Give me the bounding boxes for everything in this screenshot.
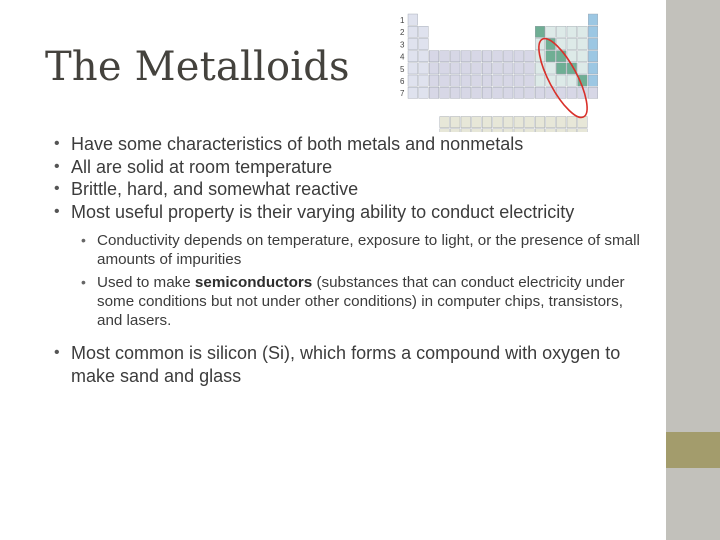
element-cell bbox=[535, 129, 545, 132]
element-cell bbox=[525, 63, 535, 74]
element-cell bbox=[461, 75, 471, 86]
element-cell bbox=[450, 75, 460, 86]
sidebar-decoration bbox=[666, 0, 720, 540]
element-cell bbox=[429, 63, 439, 74]
element-cell bbox=[535, 87, 545, 98]
element-cell bbox=[482, 116, 492, 127]
element-cell bbox=[578, 38, 588, 49]
bullet-item: • Have some characteristics of both metals and nonmetals bbox=[48, 133, 648, 156]
element-cell bbox=[588, 87, 598, 98]
element-cell bbox=[408, 38, 418, 49]
element-cell bbox=[535, 116, 545, 127]
element-cell bbox=[419, 63, 429, 74]
element-cell bbox=[578, 51, 588, 62]
sub-bullet-text: Used to make bbox=[97, 274, 195, 291]
element-cell bbox=[493, 51, 503, 62]
sub-bullet-item: • Conductivity depends on temperature, exposure to light, or the presence of small amounts of impurities bbox=[75, 231, 648, 269]
element-cell bbox=[514, 51, 524, 62]
bullet-list bbox=[48, 133, 648, 387]
element-cell bbox=[514, 87, 524, 98]
element-cell bbox=[429, 51, 439, 62]
period-number: 2 bbox=[400, 28, 405, 38]
sidebar-band-accent bbox=[666, 432, 720, 468]
element-cell bbox=[450, 51, 460, 62]
bullet-item: • Most common is silicon (Si), which forms a compound with oxygen to make sand and glass bbox=[48, 342, 648, 387]
element-cell bbox=[503, 75, 513, 86]
element-cell bbox=[472, 87, 482, 98]
element-cell bbox=[525, 75, 535, 86]
element-cell bbox=[419, 87, 429, 98]
element-cell bbox=[503, 116, 513, 127]
sub-bullet-item bbox=[75, 273, 648, 330]
element-cell bbox=[472, 116, 482, 127]
element-cell bbox=[567, 26, 577, 37]
sidebar-band-bottom bbox=[666, 468, 720, 540]
period-number: 7 bbox=[400, 89, 405, 99]
element-cell bbox=[482, 51, 492, 62]
element-cell bbox=[408, 63, 418, 74]
element-cell bbox=[525, 129, 535, 132]
element-cell bbox=[440, 87, 450, 98]
element-cell bbox=[482, 75, 492, 86]
element-cell bbox=[493, 75, 503, 86]
element-cell bbox=[408, 14, 418, 25]
element-cell bbox=[535, 75, 545, 86]
element-cell bbox=[588, 51, 598, 62]
element-cell bbox=[429, 75, 439, 86]
element-cell bbox=[493, 129, 503, 132]
element-cell bbox=[450, 116, 460, 127]
element-cell bbox=[546, 26, 556, 37]
element-cell bbox=[472, 75, 482, 86]
element-cell bbox=[482, 63, 492, 74]
element-cell bbox=[556, 75, 566, 86]
bullet-item bbox=[48, 201, 648, 331]
element-cell bbox=[419, 26, 429, 37]
element-cell bbox=[556, 129, 566, 132]
element-cell bbox=[461, 63, 471, 74]
element-cell bbox=[588, 26, 598, 37]
element-cell bbox=[556, 26, 566, 37]
element-cell bbox=[450, 63, 460, 74]
element-cell bbox=[525, 51, 535, 62]
sub-bullet-list bbox=[71, 231, 648, 330]
element-cell bbox=[450, 87, 460, 98]
element-cell bbox=[429, 87, 439, 98]
period-numbers bbox=[400, 16, 405, 98]
element-cell bbox=[419, 75, 429, 86]
element-cell bbox=[493, 87, 503, 98]
element-cell bbox=[440, 51, 450, 62]
element-cell bbox=[578, 63, 588, 74]
bullet-item: • Brittle, hard, and somewhat reactive bbox=[48, 178, 648, 201]
periodic-table-cells bbox=[408, 14, 598, 132]
element-cell bbox=[556, 51, 566, 62]
element-cell bbox=[408, 87, 418, 98]
element-cell bbox=[556, 38, 566, 49]
slide-title: The Metalloids bbox=[45, 44, 350, 90]
element-cell bbox=[567, 75, 577, 86]
element-cell bbox=[567, 116, 577, 127]
period-number: 1 bbox=[400, 16, 405, 25]
element-cell bbox=[588, 14, 598, 25]
element-cell bbox=[556, 63, 566, 74]
element-cell bbox=[546, 63, 556, 74]
period-number: 4 bbox=[400, 52, 405, 62]
element-cell bbox=[567, 87, 577, 98]
element-cell bbox=[556, 116, 566, 127]
element-cell bbox=[525, 116, 535, 127]
element-cell bbox=[472, 51, 482, 62]
element-cell bbox=[588, 38, 598, 49]
element-cell bbox=[408, 51, 418, 62]
element-cell bbox=[461, 87, 471, 98]
element-cell bbox=[419, 38, 429, 49]
element-cell bbox=[440, 129, 450, 132]
element-cell bbox=[546, 116, 556, 127]
element-cell bbox=[461, 51, 471, 62]
element-cell bbox=[514, 63, 524, 74]
bullet-item: • All are solid at room temperature bbox=[48, 156, 648, 179]
element-cell bbox=[408, 26, 418, 37]
element-cell bbox=[450, 129, 460, 132]
sub-bullet-text: (substances that can conduct electricity under some conditions but not under other conditions) in computer chips, transistors, and lasers. bbox=[97, 274, 625, 329]
emphasis-term: semiconductors bbox=[194, 274, 313, 291]
element-cell bbox=[440, 75, 450, 86]
element-cell bbox=[408, 75, 418, 86]
element-cell bbox=[514, 129, 524, 132]
element-cell bbox=[493, 116, 503, 127]
element-cell bbox=[514, 75, 524, 86]
element-cell bbox=[503, 129, 513, 132]
period-number: 6 bbox=[400, 77, 405, 86]
element-cell bbox=[514, 116, 524, 127]
element-cell bbox=[546, 87, 556, 98]
element-cell bbox=[440, 63, 450, 74]
element-cell bbox=[461, 116, 471, 127]
element-cell bbox=[482, 129, 492, 132]
element-cell bbox=[440, 116, 450, 127]
element-cell bbox=[567, 129, 577, 132]
periodic-table-image bbox=[392, 8, 614, 132]
element-cell bbox=[493, 63, 503, 74]
element-cell bbox=[588, 63, 598, 74]
sidebar-band-top bbox=[666, 0, 720, 432]
element-cell bbox=[525, 87, 535, 98]
element-cell bbox=[461, 129, 471, 132]
element-cell bbox=[472, 129, 482, 132]
element-cell bbox=[567, 38, 577, 49]
element-cell bbox=[546, 129, 556, 132]
element-cell bbox=[578, 116, 588, 127]
period-number: 3 bbox=[400, 40, 405, 50]
element-cell bbox=[578, 26, 588, 37]
element-cell bbox=[535, 26, 545, 37]
element-cell bbox=[503, 87, 513, 98]
element-cell bbox=[588, 75, 598, 86]
element-cell bbox=[482, 87, 492, 98]
element-cell bbox=[472, 63, 482, 74]
period-number: 5 bbox=[400, 64, 405, 74]
element-cell bbox=[546, 51, 556, 62]
element-cell bbox=[503, 63, 513, 74]
element-cell bbox=[419, 51, 429, 62]
element-cell bbox=[578, 129, 588, 132]
bullet-text: Most useful property is their varying ability to conduct electricity bbox=[71, 201, 575, 222]
element-cell bbox=[503, 51, 513, 62]
